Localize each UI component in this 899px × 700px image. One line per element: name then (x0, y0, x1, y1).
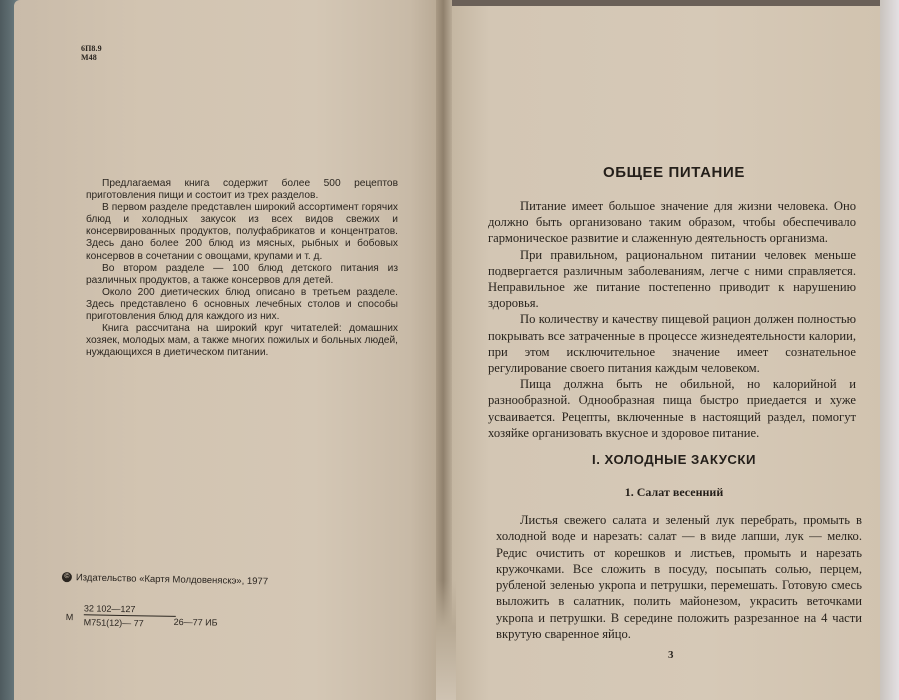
page-number: 3 (668, 649, 674, 661)
bbk-code: 6П8.9 (81, 44, 102, 53)
publisher-text: Издательство «Картя Молдовеняскэ», 1977 (75, 572, 269, 588)
page-tear (436, 580, 456, 700)
annotation-paragraph: Книга рассчитана на широкий круг читателей: домашних хозяек, молодых мам, а также многих пожилых и больных людей, нуждающихся в диетическом питании. (86, 323, 398, 359)
intro-paragraph: Питание имеет большое значение для жизни человека. Оно должно быть организовано таким образом, чтобы обеспечивало гармоническое развитие и слаженную деятельность организма. (488, 199, 856, 246)
book-annotation (86, 178, 398, 359)
annotation-paragraph: Предлагаемая книга содержит более 500 рецептов приготовления пищи и состоит из трех разделов. (86, 178, 398, 202)
background-surface (880, 0, 899, 700)
copyright-icon: © (62, 572, 72, 582)
section-title: I. ХОЛОДНЫЕ ЗАКУСКИ (592, 452, 756, 467)
intro-paragraph: При правильном, рациональном питании человек меньше подвергается различным заболеваниям, легче с ними справляется. Неправильное же питание постепенно приводит к нарушению здоровья. (488, 247, 856, 311)
recipe-text (496, 512, 862, 642)
index-fraction (84, 603, 176, 629)
annotation-paragraph: Около 200 диетических блюд описано в третьем разделе. Здесь представлено 6 основных лечебных столов и способы приготовления блюд для каждого из них. (86, 286, 398, 323)
author-mark: М48 (81, 53, 97, 62)
chapter-intro (488, 198, 856, 441)
index-numerator: 32 102—127 (84, 603, 176, 617)
chapter-title: ОБЩЕЕ ПИТАНИЕ (603, 164, 745, 181)
index-tail: 26—77 ИБ (173, 616, 218, 628)
index-denominator: М751(12)— 77 (83, 617, 144, 629)
recipe-paragraph: Листья свежего салата и зеленый лук перебрать, промыть в холодной воде и нарезать: салат — в виде лапши, лук — мелко. Редис очистить от корешков и листьев, промыть и нарезать кружочками. Все сложить в посуду, посыпать солью, перцем, рубленой зеленью укропа и петрушки, перемешать. Готовую смесь выложить в салатник, полить майонезом, украсить веточками укропа и петрушки. В середине положить разрезанное на 4 части вкрутую сваренное яйцо. (496, 513, 862, 642)
annotation-paragraph: В первом разделе представлен широкий ассортимент горячих блюд и холодных закусок из всех видов свежих и консервированных продуктов, полуфабрикатов и концентратов. Здесь дано более 200 блюд из мясных, рыбных и бобовых консервов в сочетании с овощами, крупами и т. д. (86, 202, 398, 262)
recipe-title: 1. Салат весенний (624, 485, 724, 499)
annotation-paragraph: Во втором разделе — 100 блюд детского питания из различных продуктов, а также консервов для детей. (86, 262, 398, 286)
intro-paragraph: Пища должна быть не обильной, но калорийной и разнообразной. Однообразная пища быстро приедается и хуже усваивается. Рецепты, включенные в настоящий раздел, помогут хозяйке организовать вкусное и здоровое питание. (488, 377, 856, 440)
intro-paragraph: По количеству и качеству пищевой рацион должен полностью покрывать все затраченные в процессе жизнедеятельности калории, при этом исключительное значение имеет сознательное регулирование своего питания каждым человеком. (488, 312, 856, 376)
index-letter: М (65, 611, 74, 623)
bbk-classification (81, 44, 102, 62)
